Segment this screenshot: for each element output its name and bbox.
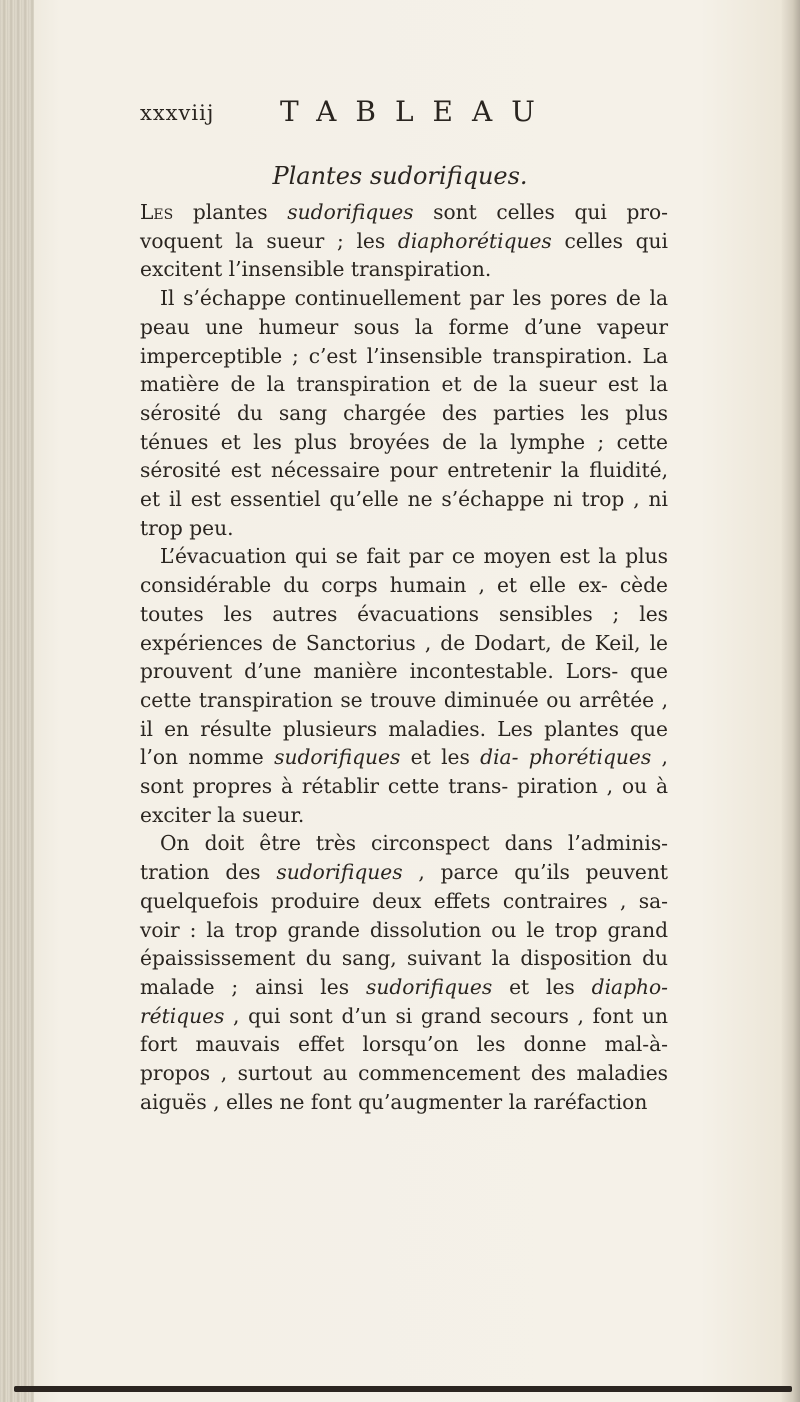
italic-term: diapho- rétiques	[140, 974, 668, 1028]
italic-term: sudorifiques	[287, 200, 414, 224]
text-run: sont celles qui pro- voquent la sueur ; les	[140, 200, 668, 253]
text-run: L’évacuation qui se fait par ce moyen est la plus considérable du corps humain , et elle ex- cède toutes les autres évacuations sensibles ; les expériences de Sanctorius , de Dodart, de Keil, le prouvent d’une manière incontestable. Lors- que cette transpiration se trouve diminuée ou arrêtée , il en résulte plusieurs maladies. Les plantes que l’on nomme	[140, 544, 668, 770]
folio-number: xxxviij	[140, 101, 215, 125]
page-edge-shadow	[782, 0, 800, 1402]
text-run: , sont propres à rétablir cette trans- piration , ou à exciter la sueur.	[140, 745, 668, 827]
italic-term: sudorifiques	[276, 860, 403, 885]
italic-term: sudorifiques	[365, 974, 493, 999]
page-gutter-shadow	[0, 0, 34, 1402]
section-title: Plantes sudorifiques.	[272, 162, 528, 190]
italic-term: dia- phorétiques	[480, 745, 652, 770]
paragraph-3	[140, 542, 668, 829]
body-text	[140, 198, 668, 1117]
paragraph-4	[140, 829, 668, 1116]
text-run: On doit être très circonspect dans l’adminis- tration des	[140, 831, 668, 885]
page-header	[140, 95, 660, 135]
text-run: , qui sont d’un si grand secours , font un fort mauvais effet lorsqu’on les donne mal-à- propos , surtout au commencement des maladies aiguës , elles ne font qu’augmenter la raréfaction	[140, 1003, 668, 1114]
text-run: celles qui excitent l’insensible transpiration.	[140, 228, 668, 282]
text-run: plantes	[173, 200, 288, 224]
running-title: TABLEAU	[280, 95, 554, 128]
paragraph-lead: Les	[140, 200, 174, 224]
italic-term: sudorifiques	[274, 745, 401, 770]
text-run: et les	[492, 974, 592, 999]
text-run: , parce qu’ils peuvent quelquefois produire deux effets contraires , sa- voir : la trop grande dissolution ou le trop grand épaississement du sang, suivant la disposition du malade ; ainsi les	[140, 860, 668, 999]
page-bottom-rule	[14, 1386, 792, 1392]
text-run: et les	[400, 745, 481, 770]
italic-term: diaphorétiques	[397, 228, 552, 253]
paragraph-1	[140, 198, 668, 284]
paragraph-2: Il s’échappe continuellement par les pores de la peau une humeur sous la forme d’une vapeur imperceptible ; c’est l’insensible transpiration. La matière de la transpiration et de la sueur est la sérosité du sang chargée des parties les plus ténues et les plus broyées de la lymphe ; cette sérosité est nécessaire pour entretenir la fluidité, et il est essentiel qu’elle ne s’échappe ni trop , ni trop peu.	[140, 286, 668, 540]
